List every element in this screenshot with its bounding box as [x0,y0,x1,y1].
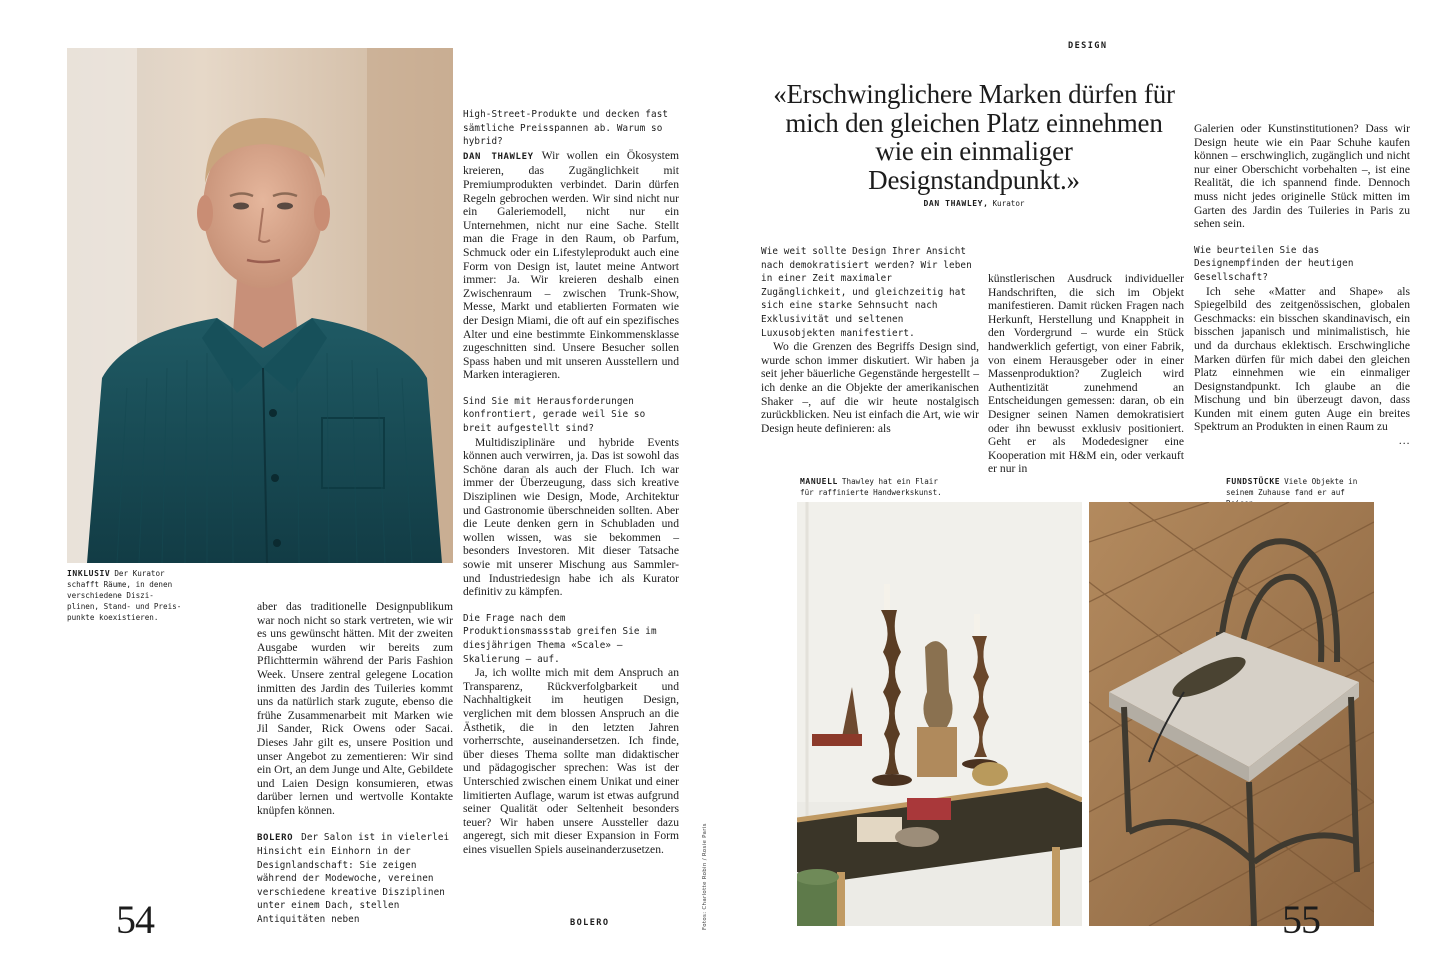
answer: Wo die Grenzen des Begriffs Design sind, wurde schon immer diskutiert. Wir haben ja seit jeher bäuerliche Gegenstände hergestellt – ich denke an die Objekte der amerikanischen Shaker –, auf die wir heute nostalgisch zurückblicken. Neu ist einfach die Art, wie wir Design heute definieren: als [761,340,979,435]
answer: Ich sehe «Matter and Shape» als Spiegelbild des zeitgenössischen, globalen Geschmacks: ein bisschen skandinavisch, ein bisschen japanisch und minimalistisch, hie und da durchaus eklektisch. Erschwingliche Marken dürfen für mich dabei den gleichen Platz einnehmen wie ein einmaliger Designstandpunkt. Ich glaube an die Mischung und bin überzeugt davon, dass Kunden mit einem guten Auge ein breites Spektrum an Produkten in einen Raum zu [1194,284,1410,434]
caption-text: Der Kurator schafft Räume, in denen verschiedene Diszi-plinen, Stand- und Preis-punkte koexistieren. [67,569,182,622]
portrait-photo [67,48,453,563]
paragraph: aber das traditionelle Designpublikum war noch nicht so stark vertreten, wie wir es uns gewünscht hätten. Mit der zweiten Ausgabe wurden wir bereits zum Pflichttermin während der Paris Fashion Week. Unsere zentral gelegene Location inmitten des Jardin des Tuileries kommt uns da natürlich stark zugute, ebenso die frühe Zusammenarbeit mit Marken wie Jil Sander, Rick Owens oder Sacai. Dieses Jahr gilt es, unsere Position und unser Angebot zu zementieren: Wir sind ein Ort, an dem Junge und Alte, Gebildete und Laien Design konsumieren, etwas darüber lernen und wertvolle Kontakte knüpfen können. [257,600,453,817]
manuell-caption [800,476,950,498]
still-life-photo [797,502,1082,926]
article-column-3 [761,245,979,435]
answer-text: Wir wollen ein Ökosystem kreieren, das Zugänglichkeit mit Premiumprodukten verbindet. Darin dürfen Regeln gebrochen werden. Wir sind nicht nur ein Galeriemodell, nicht nur ein Unternehmen, nicht nur eine Sache. Stellt man die Frage in den Raum, ob Parfum, Schmuck oder ein Lifestyleprodukt auch eine Form von Design ist, lautet meine Antwort immer: Ja. Wir kreieren deshalb einen Zwischenraum – zwischen Trunk-Show, Messe, Markt und etablierten Formaten wie der Design Miami, die oft auf ein spezifisches Alter und eine bestimmte Einkommensklasse zugeschnitten sind. Unsere Besucher sollen Spass haben und mit unseren Ausstellern und Marken interagieren. [463,148,680,382]
question [257,831,453,927]
footer-magazine-name: BOLERO [570,918,610,928]
photo-credit: Fotos: Charlotte Robin / Rosie Paris [702,823,708,930]
article-column-5 [1194,122,1410,448]
answer: künstlerischen Ausdruck individueller Handschriften, die sich im Objekt manifestieren. Damit rücken Fragen nach Herkunft, Herstellung und Knappheit in den Vordergrund – wurde ein Stück handwerklich gefertigt, von einer Fabrik, von einem Herausgeber oder in einer Massenproduktion? Zugleich wird Authentizität zunehmend an Entscheidungen gemessen: daran, ob ein Designer seinen Namen demokratisiert oder ihn bewusst exklusiv positioniert. Geht er als Modedesigner eine Kooperation mit H&M ein, oder verkauft er nur in [988,272,1184,476]
question: Wie weit sollte Design Ihrer Ansicht nach demokratisiert werden? Wir leben in einer Zeit maximaler Zugänglichkeit, und gleichzeitig hat sich eine starke Sehnsucht nach Exklusivität und seltenen Luxusobjekten manifestiert. [761,246,972,339]
answer: Galerien oder Kunstinstitutionen? Dass wir Design heute wie ein Paar Schuhe kaufen können – erschwinglich, zugänglich und nicht nur einer Oberschicht vorbehalten –, ist eine Realität, die ich spannend finde. Dennoch muss nicht jedes originelle Stück mitten im Garten des Jardin des Tuileries in Paris zu sehen sein. [1194,122,1410,231]
question-text: Der Salon ist in vielerlei Hinsicht ein Einhorn in der Designlandschaft: Sie zeigen während der Modewoche, vereinen verschiedene kreative Disziplinen unter einem Dach, stellen Antiquitäten neben [257,831,450,926]
question: Wie beurteilen Sie das Designempfinden der heutigen Gesellschaft? [1194,244,1354,283]
page-number-right: 55 [1282,897,1320,942]
still-life-illustration [797,502,1082,926]
caption-label: MANUELL [800,477,838,486]
article-column-4 [988,272,1184,476]
caption-label: INKLUSIV [67,569,111,578]
page-number-left: 54 [116,897,154,942]
question: Sind Sie mit Herausforderungen konfrontiert, gerade weil Sie so breit aufgestellt sind? [463,395,646,435]
pull-quote-author: DAN THAWLEY, [923,199,989,208]
pull-quote-attribution [770,198,1178,209]
continuation-mark: … [1398,434,1410,448]
portrait-caption [67,568,182,623]
article-column-1 [257,600,453,927]
pull-quote: «Erschwinglichere Marken dürfen für mich den gleichen Platz einnehmen wie ein einmaliger Designstandpunkt.» [773,79,1175,195]
question: Die Frage nach dem Produktionsmassstab greifen Sie im diesjährigen Thema «Scale» – Skalierung – auf. [463,612,657,665]
speaker-label: DAN THAWLEY [463,151,534,162]
caption-text: Viele Objekte in seinem Zuhause fand er auf [1226,477,1358,497]
section-label: DESIGN [1068,41,1108,51]
chair-illustration [1089,502,1374,926]
question: High-Street-Produkte und decken fast sämtliche Preisspannen ab. Warum so hybrid? [463,109,669,148]
caption-text: Thawley hat ein Flair für raffinierte Handwerkskunst. [800,477,942,497]
answer: Multidisziplinäre und hybride Events können auch verwirren, ja. Das ist sowohl das Schöne daran als auch der Fluch. Ich war immer der Überzeugung, dass sich kreative Disziplinen wie Design, Mode, Architektur und Gastronomie überschneiden sollten. Aber die Leute denken gern in Schubladen und wollen wissen, was sie bekommen – besonders Investoren. Mit dieser Tatsache sowie mit unserer Mischung aus Sammler- und Industriedesign habe ich als Kurator definitiv zu kämpfen. [463,435,679,599]
caption-label: FUNDSTÜCKE [1226,477,1281,486]
chair-photo [1089,502,1374,926]
answer [463,149,679,382]
article-column-2 [463,108,679,856]
portrait-illustration [67,48,453,563]
answer: Ja, ich wollte mich mit dem Anspruch an Transparenz, Rückverfolgbarkeit und Nachhaltigkeit im heutigen Design, verglichen mit dem blossen Anspruch an die Ästhetik, die in den letzten Jahren vorherrschte, auseinandersetzen. Ich finde, über dieses Thema sollte man didaktischer und pädagogischer sprechen: Was ist der Unterschied zwischen einem Unikat und einer limitierten Auflage, warum ist etwas aufgrund seiner Qualität oder Seltenheit besonders teuer? Wir haben unsere Aussteller dazu angeregt, sich mit dieser Expansion in Form eines visuellen Spiels auseinanderzusetzen. [463,666,679,856]
speaker-label: BOLERO [257,832,294,843]
pull-quote-role: Kurator [992,199,1025,208]
